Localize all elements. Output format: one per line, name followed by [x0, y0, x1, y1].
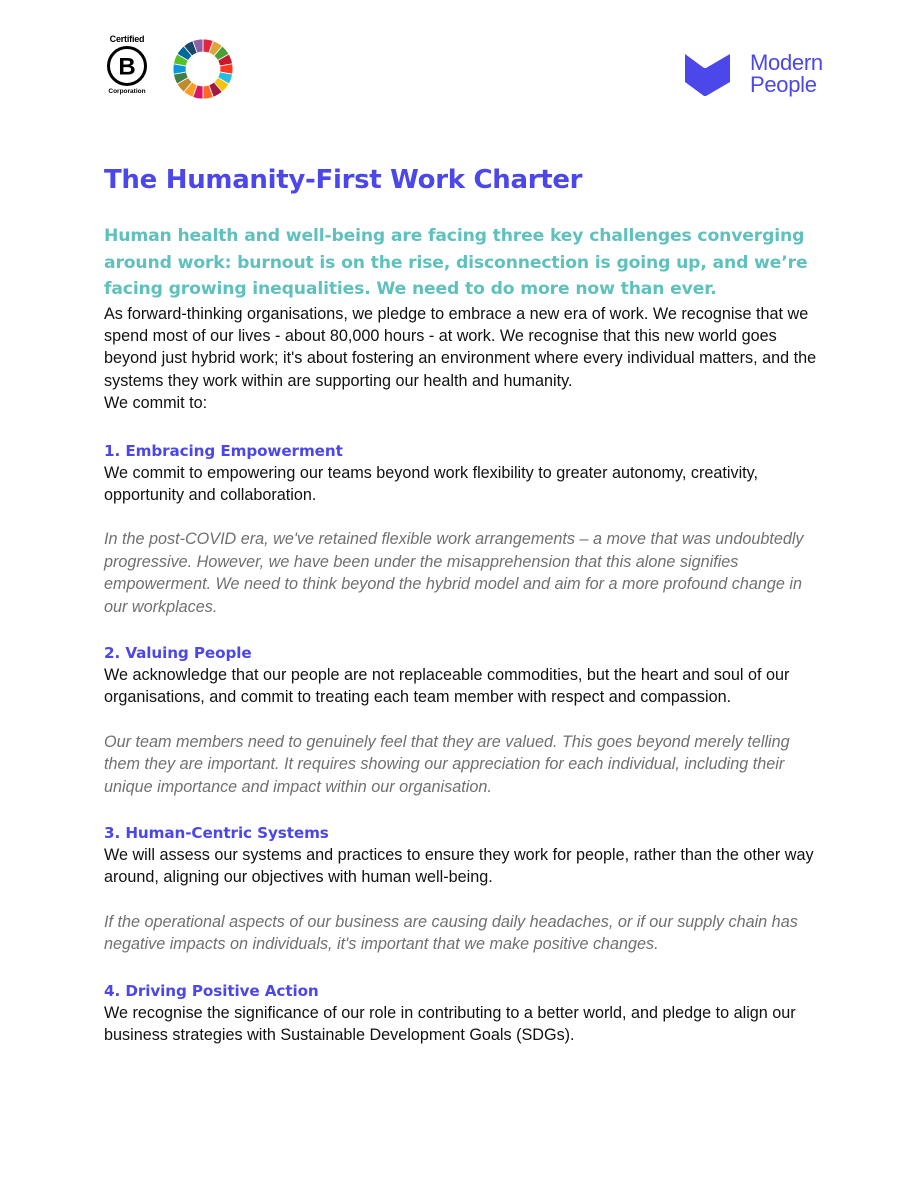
section-title: 3. Human-Centric Systems — [104, 824, 329, 842]
bcorp-certified-text: Certified — [109, 34, 145, 44]
section-text: We will assess our systems and practices to ensure they work for people, rather than the other way around, aligning our objectives with human well-being. — [104, 846, 814, 887]
section-driving-positive-action — [104, 980, 824, 1047]
brand-line1: Modern — [750, 50, 823, 75]
commit-intro: We commit to: — [104, 394, 208, 413]
bcorp-circle-icon — [106, 45, 148, 87]
section-note: If the operational aspects of our business are causing daily headaches, or if our supply chain has negative impacts on individuals, it's important that we make positive changes. — [104, 912, 798, 954]
section-text: We recognise the significance of our role in contributing to a better world, and pledge to align our business strategies with Sustainable Development Goals (SDGs). — [104, 1003, 796, 1045]
charter-content — [104, 162, 824, 1046]
bcorp-letter: B — [118, 53, 136, 81]
sdg-color-wheel-icon — [172, 38, 234, 100]
modern-people-mark-icon — [684, 52, 738, 98]
section-title: 1. Embracing Empowerment — [104, 441, 343, 460]
section-human-centric-systems — [104, 822, 824, 956]
section-note: In the post-COVID era, we've retained flexible work arrangements – a move that was undoubtedly progressive. However, we have been under the misapprehension that this alone signifies empowerment. We need to think beyond the hybrid model and aim for a more profound change in our workplaces. — [104, 530, 804, 616]
section-embracing-empowerment — [104, 440, 824, 618]
bcorp-corporation-text: Corporation — [108, 88, 146, 95]
modern-people-logo — [684, 52, 834, 100]
section-title: 2. Valuing People — [104, 643, 252, 662]
modern-people-wordmark — [750, 52, 823, 96]
section-text: We commit to empowering our teams beyond work flexibility to greater autonomy, creativity, opportunity and collaboration. — [104, 463, 759, 504]
page-title: The Humanity-First Work Charter — [104, 165, 583, 195]
section-valuing-people — [104, 642, 824, 798]
section-note: Our team members need to genuinely feel that they are valued. This goes beyond merely telling them they are important. It requires showing our appreciation for each individual, including their unique importance and impact within our organisation. — [104, 732, 790, 796]
section-text: We acknowledge that our people are not replaceable commodities, but the heart and soul of our organisations, and commit to treating each team member with respect and compassion. — [104, 665, 790, 707]
bcorp-logo — [104, 34, 150, 104]
pledge-paragraph: As forward-thinking organisations, we pledge to embrace a new era of work. We recognise that we spend most of our lives - about 80,000 hours - at work. We recognise that this new world goes beyond just hybrid work; it's about fostering an environment where every individual matters, and the systems they work within are supporting our health and humanity. — [104, 304, 817, 390]
section-title: 4. Driving Positive Action — [104, 981, 319, 1000]
brand-line2: People — [750, 72, 817, 97]
intro-statement: Human health and well-being are facing three key challenges converging around work: burnout is on the rise, disconnection is going up, and we’re facing growing inequalities. We need to do more now than ever. — [104, 226, 808, 299]
